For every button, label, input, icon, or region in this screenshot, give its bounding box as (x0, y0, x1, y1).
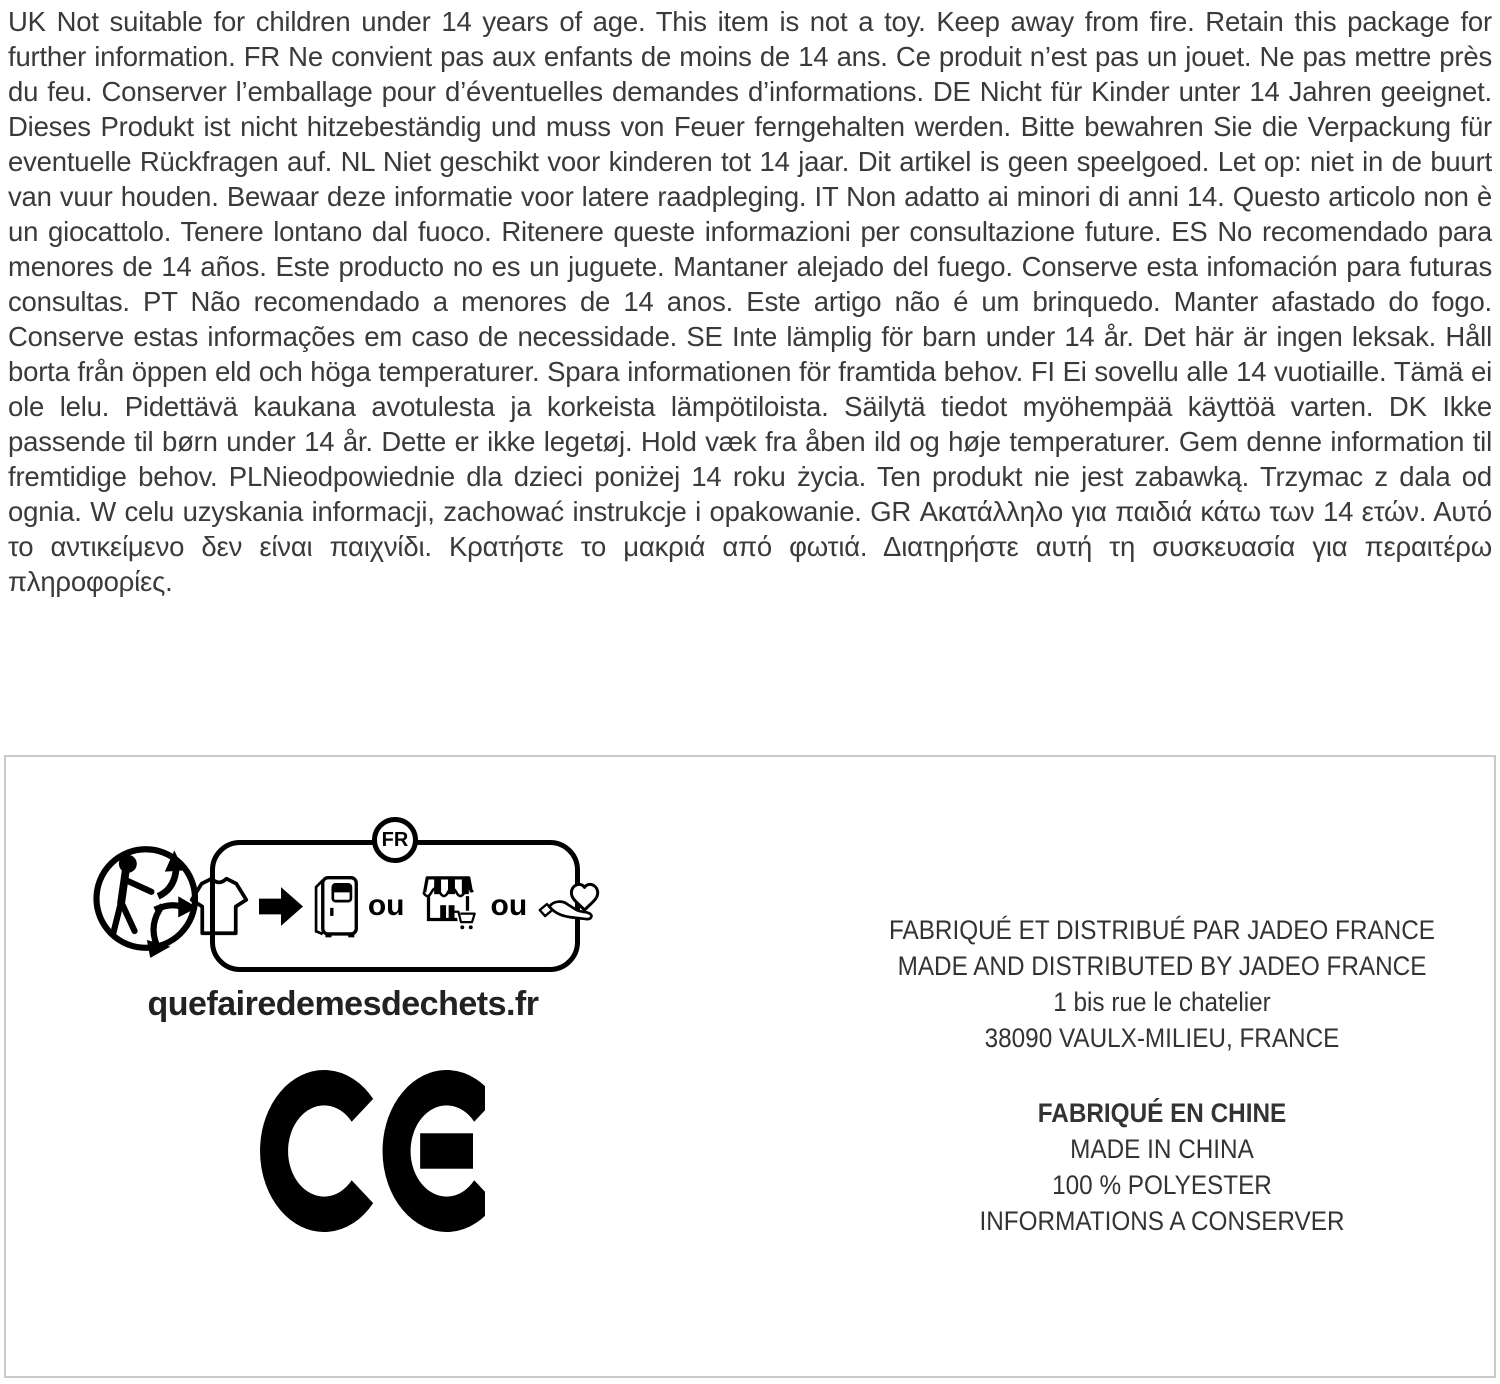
origin-line: INFORMATIONS A CONSERVER (979, 1206, 1345, 1236)
or-label: ou (367, 889, 405, 922)
ce-mark-icon (260, 1070, 485, 1232)
or-label: ou (490, 889, 528, 922)
origin-line: 100 % POLYESTER (1052, 1170, 1272, 1200)
recycling-website-label: quefairedemesdechets.fr (147, 985, 539, 1023)
donate-hand-heart-icon (536, 879, 602, 934)
multilingual-safety-warning: UK Not suitable for children under 14 years of age. This item is not a toy. Keep away from fire. Retain this package for further information. FR Ne convient pas aux enfants de moins de 14 ans. Ce produit n’est pas un jouet. Ne pas mettre près du feu. Conserver l’emballage pour d’éventuelles demandes d’informations. DE Nicht für Kinder unter 14 Jahren geeignet. Dieses Produkt ist nicht hitzebeständig und muss von Feuer ferngehalten werden. Bitte bewahren Sie die Verpackung für eventuelle Rückfragen auf. NL Niet geschikt voor kinderen tot 14 jaar. Dit artikel is geen speelgoed. Let op: niet in de buurt van vuur houden. Bewaar deze informatie voor latere raadpleging. IT Non adatto ai minori di anni 14. Questo articolo non è un giocattolo. Tenere lontano dal fuoco. Ritenere queste informazioni per consultazione future. ES No recomendado para menores de 14 años. Este producto no es un juguete. Mantaner alejado del fuego. Conserve esta infomación para futuras consultas. PT Não recomendado a menores de 14 anos. Este artigo não é um brinquedo. Manter afastado do fogo. Conserve estas informações em caso de necessidade. SE Inte lämplig för barn under 14 år. Det här är ingen leksak. Håll borta från öppen eld och höga temperaturer. Spara informationen för framtida behov. FI Ei sovellu alle 14 vuotiaille. Tämä ei ole lelu. Pidettävä kaukana avotulesta ja korkeista lämpötiloista. Säilytä tiedot myöhempää käyttöä varten. DK Ikke passende til børn under 14 år. Dette er ikke legetøj. Hold væk fra åben ild og høje temperaturer. Gem denne information til fremtidige behov. PLNieodpowiednie dla dzieci poniżej 14 roku życia. Ten produkt nie jest zabawką. Trzymac z dala od ognia. W celu uzyskania informacji, zachować instrukcje i opakowanie. GR Ακατάλληλο για παιδιά κάτω των 14 ετών. Αυτό το αντικείμενο δεν είναι παιχνίδι. Κρατήστε το μακριά από φωτιά. Διατηρήστε αυτή τη συσκευασία για περαιτέρω πληροφορίες. (8, 6, 1492, 597)
manufacturer-line: MADE AND DISTRIBUTED BY JADEO FRANCE (897, 951, 1427, 981)
collection-bin-icon (312, 875, 359, 938)
manufacturer-address (856, 912, 1468, 1056)
manufacturer-line: 38090 VAULX-MILIEU, FRANCE (984, 1023, 1340, 1053)
fr-badge-label: FR (381, 828, 409, 851)
arrow-right-icon (259, 887, 303, 926)
origin-line: FABRIQUÉ EN CHINE (1037, 1098, 1287, 1128)
manufacturer-line: FABRIQUÉ ET DISTRIBUÉ PAR JADEO FRANCE (889, 915, 1435, 945)
store-icon (414, 874, 482, 939)
manufacturer-line: 1 bis rue le chatelier (1053, 987, 1271, 1017)
fr-badge (372, 817, 418, 863)
origin-line: MADE IN CHINA (1070, 1134, 1254, 1164)
info-panel (4, 755, 1496, 1378)
origin-info (856, 1095, 1468, 1239)
tshirt-icon (188, 875, 250, 937)
